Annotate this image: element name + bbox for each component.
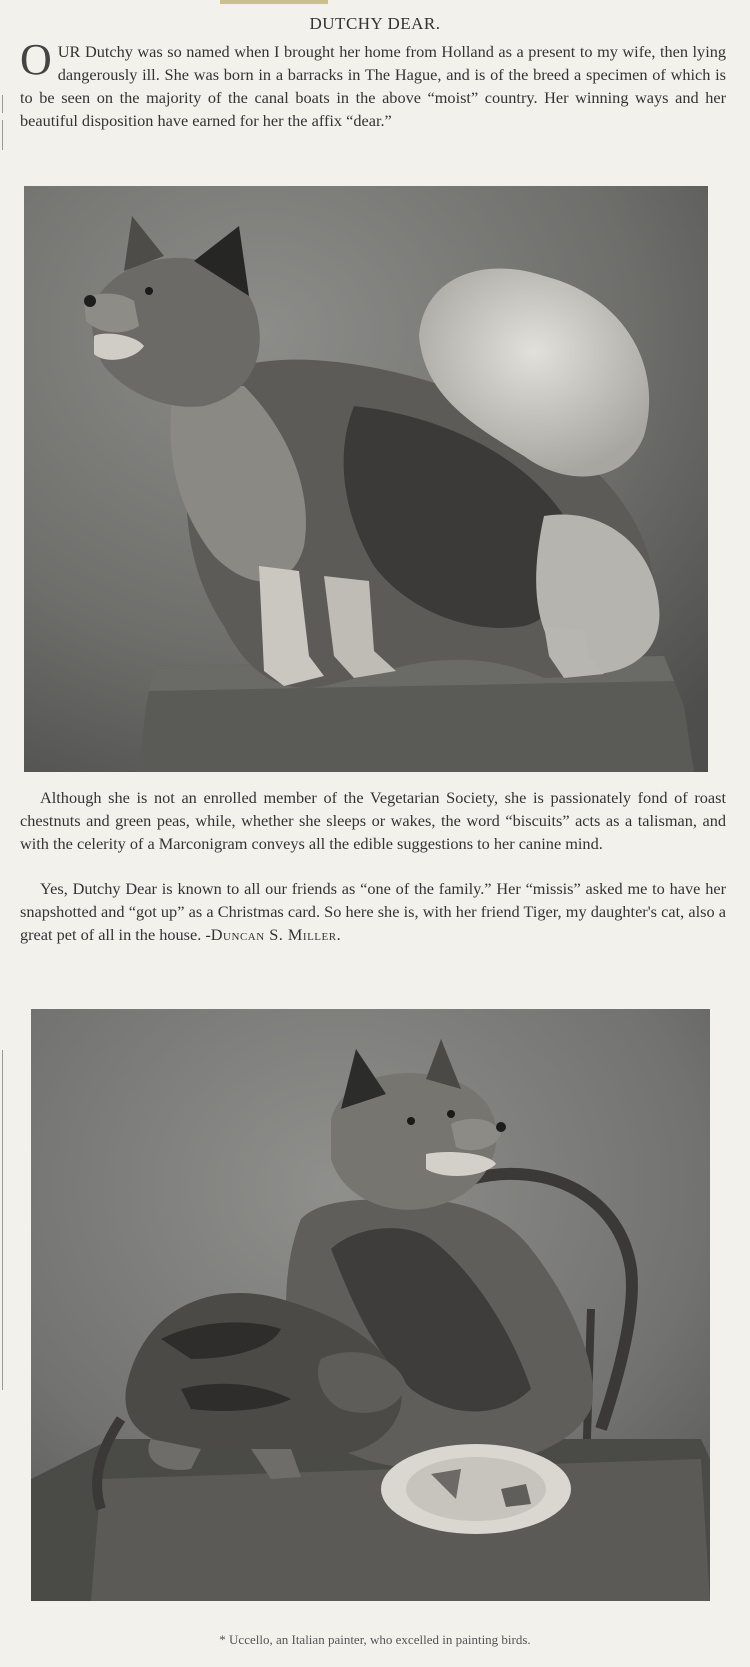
footnote: * Uccello, an Italian painter, who excelled in painting birds. <box>219 1632 531 1647</box>
margin-mark <box>2 95 3 113</box>
photo-dog-and-cat <box>31 1009 710 1601</box>
paragraph-family-text: Yes, Dutchy Dear is known to all our friends as “one of the family.” Her “missis” asked me to have her snapshotted and “got up” as a Christmas card. So here she is, with her friend Tiger, my daughter's cat, also a great pet of all in the house. <box>20 879 726 944</box>
margin-mark <box>2 120 3 150</box>
article-title: DUTCHY DEAR. <box>309 14 441 33</box>
author-signature: Duncan S. Miller. <box>210 925 342 944</box>
paragraph-intro <box>20 35 726 132</box>
paragraph-intro-text: UR Dutchy was so named when I brought her home from Holland as a present to my wife, then lying dangerously ill. She was born in a barracks in The Hague, and is of the breed a specimen of which is to be seen on the majority of the canal boats in the above “moist” country. Her winning ways and her beautiful disposition have earned for her the affix “dear.” <box>20 42 726 130</box>
paragraph-vegetarian: Although she is not an enrolled member of the Vegetarian Society, she is passionately fond of roast chestnuts and green peas, while, whether she sleeps or wakes, the word “biscuits” acts as a talisman, and with the celerity of a Marconigram conveys all the edible suggestions to her canine mind. <box>20 788 726 853</box>
header-rule <box>220 0 328 4</box>
paragraph-family <box>20 877 726 946</box>
margin-mark <box>2 1050 3 1390</box>
photo-dog-standing <box>24 186 708 772</box>
drop-cap: O <box>20 35 52 84</box>
author-dash: - <box>201 925 211 944</box>
